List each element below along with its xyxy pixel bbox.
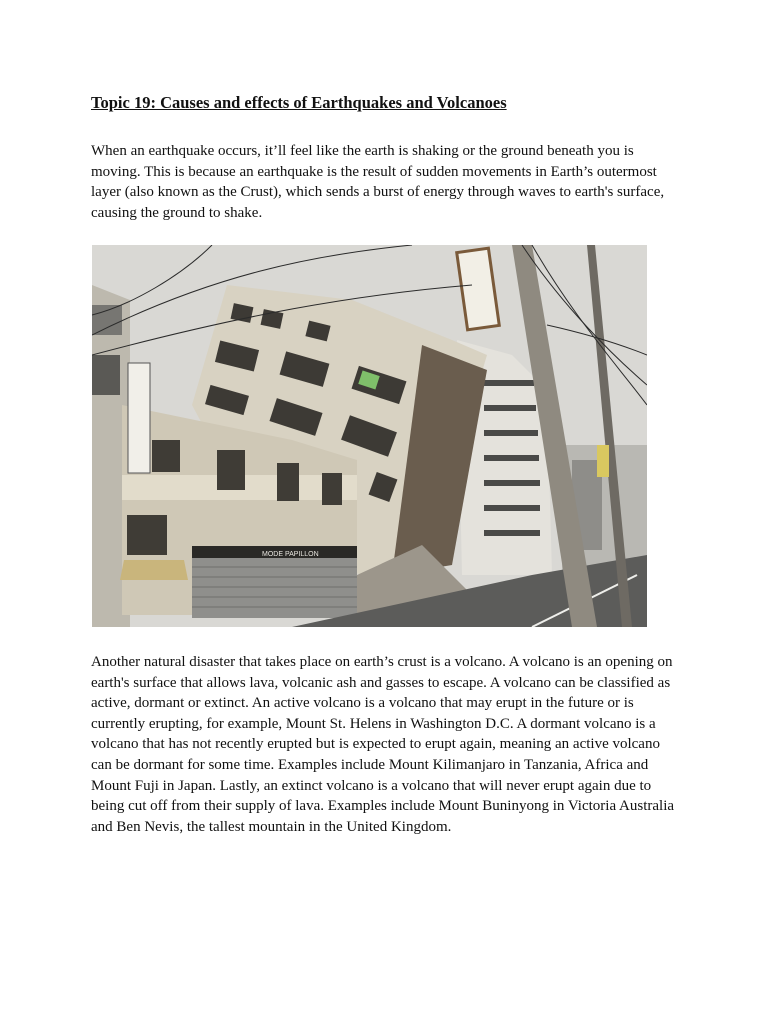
- earthquake-paragraph: When an earthquake occurs, it’ll feel like the earth is shaking or the ground beneath you is moving. This is because an earthquake is the result of sudden movements in Earth’s outermost layer (also known as the Crust), which sends a burst of energy through waves to earth's surface, causing the ground to shake.: [91, 143, 665, 221]
- shop-sign-text: MODE PAPILLON: [262, 551, 319, 558]
- collapsed-building-illustration: [92, 245, 647, 627]
- volcano-paragraph: Another natural disaster that takes place on earth’s crust is a volcano. A volcano is an opening on earth's surface that allows lava, volcanic ash and gasses to escape. A volcano can be classified as active, dormant or extinct. An active volcano is a volcano that may erupt in the future or is currently erupting, for example, Mount St. Helens in Washington D.C. A dormant volcano is a volcano that has not recently erupted but is expected to erupt again, meaning an active volcano can be dormant for some time. Examples include Mount Kilimanjaro in Tanzania, Africa and Mount Fuji in Japan. Lastly, an extinct volcano is a volcano that will never erupt again due to being cut off from their supply of lava. Examples include Mount Buninyong in Victoria Australia and Ben Nevis, the tallest mountain in the United Kingdom.: [91, 654, 675, 835]
- earthquake-damage-photo: [92, 245, 647, 627]
- page-title: Topic 19: Causes and effects of Earthquakes and Volcanoes: [91, 93, 507, 112]
